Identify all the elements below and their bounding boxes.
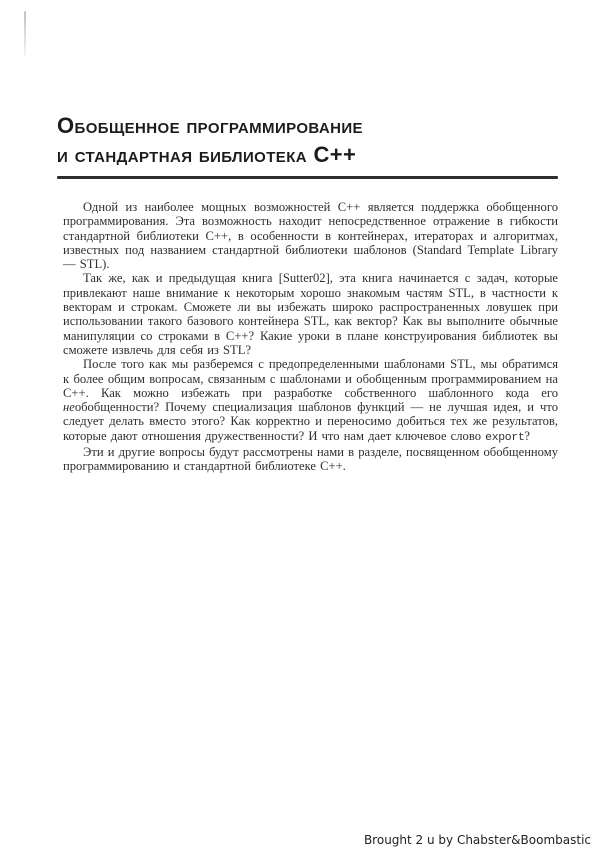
- chapter-title-line2: и стандартная библиотека C++: [57, 142, 357, 167]
- title-rule: [57, 176, 558, 179]
- paragraph-4: Эти и другие вопросы будут рассмотрены нами в разделе, посвященном обобщенному программированию и стандартной библиотеке C++.: [63, 445, 558, 474]
- italic-emphasis-ne: не: [63, 400, 75, 415]
- paragraph-1: Одной из наиболее мощных возможностей C++ является поддержка обобщенного программирования. Эта возможность находит непосредственное отражение в гибкости стандартной библиотеки C++, в особенности в контейнерах, итераторах и алгоритмах, известных под названием стандартной библиотеки шаблонов (Standard Template Library — STL).: [63, 200, 558, 272]
- page-footer: [364, 833, 591, 848]
- scan-artifact-line: [24, 11, 26, 57]
- chapter-title: [57, 111, 558, 169]
- paragraph-2: Так же, как и предыдущая книга [Sutter02], эта книга начинается с задач, которые привлекают наше внимание к некоторым хорошо знакомым частям STL, в частности к векторам и строкам. Сможете ли вы избежать широко распространенных ловушек при использовании такого базового контейнера STL, как вектор? Как вы выполните обычные манипуляции со строками в C++? Какие уроки в плане конструирования библиотек вы сможете извлечь для себя из STL?: [63, 271, 558, 357]
- paragraph-3: [63, 357, 558, 445]
- code-keyword-export: export: [485, 431, 525, 444]
- paragraph-3-segment-1: После того как мы разберемся с предопределенными шаблонами STL, мы обратимся к более общим вопросам, связанным с шаблонами и обобщенным программированием на C++. Как можно избежать при разработке собственного шаблонного кода его: [63, 357, 559, 400]
- paragraph-3-segment-2: обобщенности? Почему специализация шаблонов функций — не лучшая идея, и что следует делать вместо этого? Как корректно и переносимо добиться тех же результатов, которые дают отношения дружественности? И что нам дает ключевое слово: [63, 400, 558, 443]
- credit-text: Brought 2 u by Chabster&Boombastic: [363, 833, 591, 847]
- paragraph-3-segment-3: ?: [524, 428, 530, 443]
- chapter-body: [63, 200, 558, 474]
- chapter-title-line1: Обобщенное программирование: [57, 113, 363, 138]
- chapter-header: [57, 111, 558, 179]
